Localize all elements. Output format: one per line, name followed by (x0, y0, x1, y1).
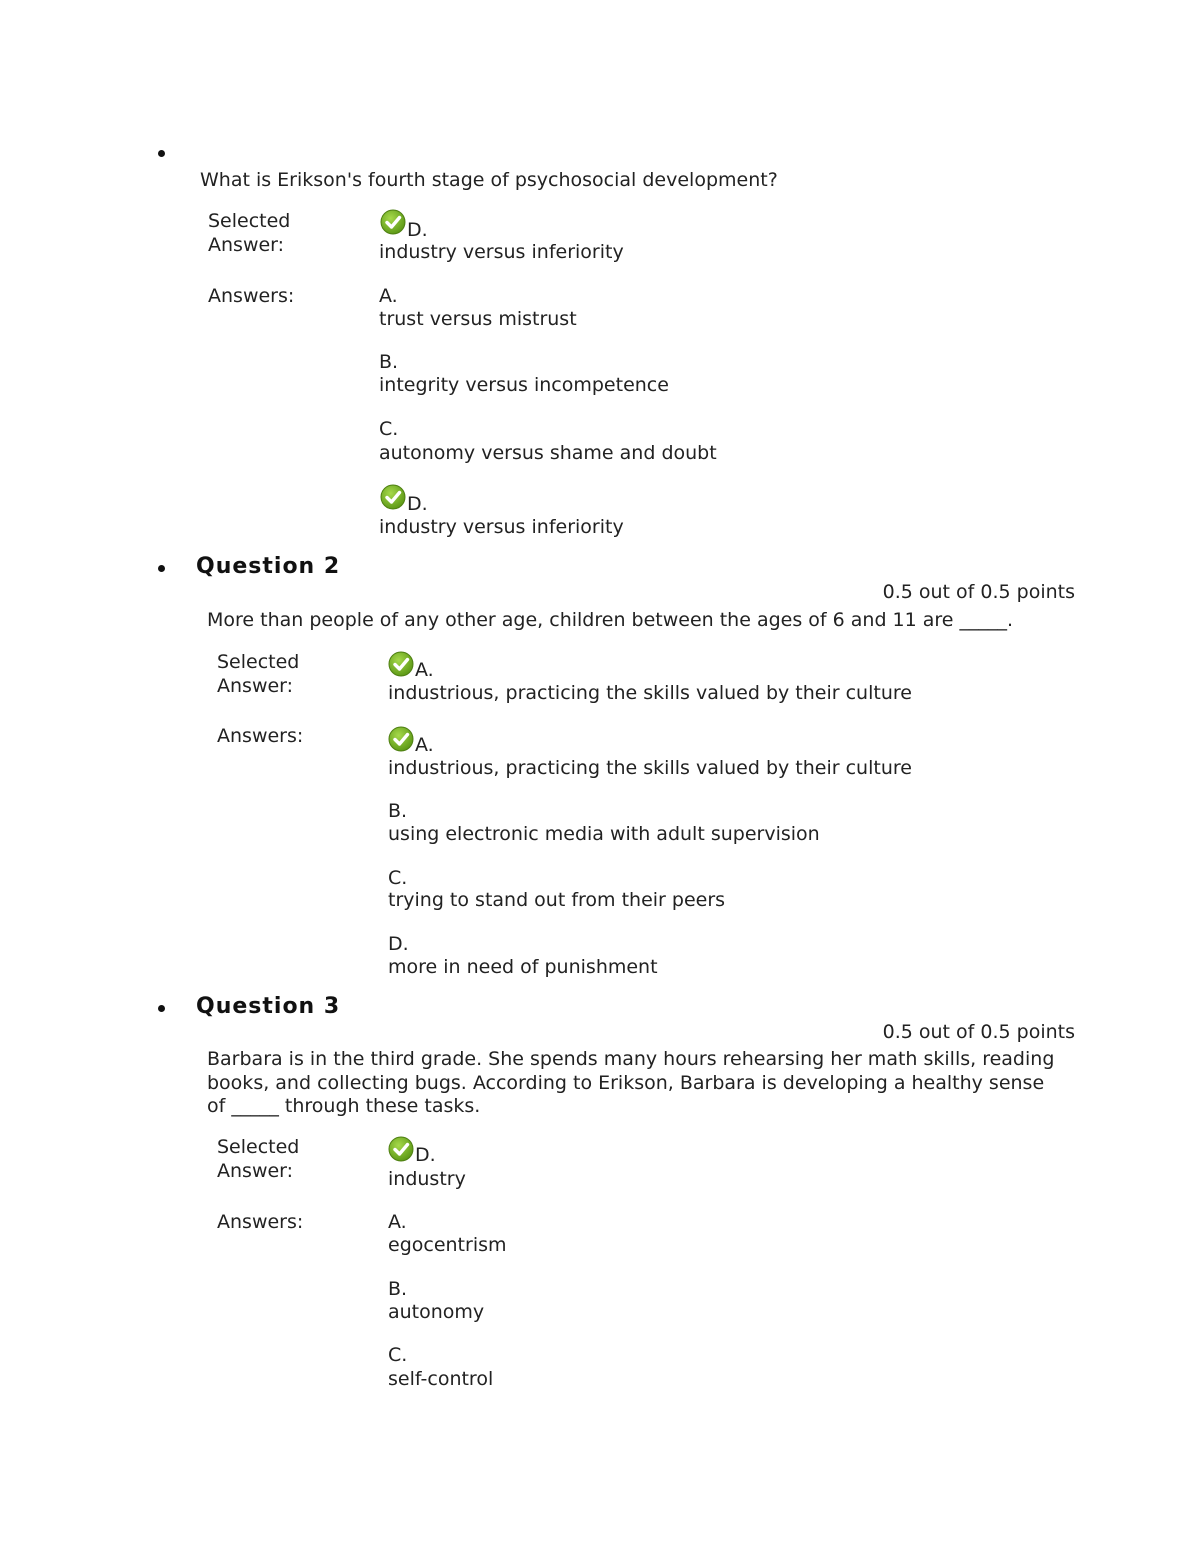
selected-answer-label-line1: Selected (217, 1136, 300, 1158)
selected-answer-label-line2: Answer: (217, 1160, 294, 1182)
answer-option-text: trust versus mistrust (379, 308, 577, 330)
selected-answer-text: industrious, practicing the skills valued by their culture (388, 682, 912, 704)
answer-option-letter: D. (388, 933, 409, 955)
selected-answer-label-line1: Selected (217, 651, 300, 673)
answer-option-text: integrity versus incompetence (379, 374, 669, 396)
answer-option-letter: B. (379, 351, 399, 373)
answer-option-text: egocentrism (388, 1234, 507, 1256)
correct-check-icon (380, 484, 406, 510)
answer-option-letter: C. (379, 418, 399, 440)
answer-option-text: trying to stand out from their peers (388, 889, 726, 911)
answer-option-text: autonomy versus shame and doubt (379, 442, 717, 464)
selected-answer-text: industry (388, 1168, 466, 1190)
answer-option-letter: C. (388, 867, 408, 889)
correct-check-icon (388, 651, 414, 677)
answer-option-text: using electronic media with adult supervision (388, 823, 820, 845)
question-2-text: More than people of any other age, children between the ages of 6 and 11 are _____. (207, 609, 1014, 631)
question-3-points: 0.5 out of 0.5 points (882, 1021, 1075, 1043)
answer-option-text: industry versus inferiority (379, 516, 624, 538)
question-3-title: Question 3 (196, 994, 341, 1019)
selected-answer-letter: D. (407, 219, 428, 241)
question-3-text-line: books, and collecting bugs. According to Erikson, Barbara is developing a healthy sense (207, 1072, 1045, 1094)
correct-check-icon (380, 209, 406, 235)
answer-option-letter: A. (415, 734, 434, 756)
answer-option-text: self-control (388, 1368, 494, 1390)
question-2-points: 0.5 out of 0.5 points (882, 581, 1075, 603)
answer-option-letter: C. (388, 1344, 408, 1366)
answer-option-text: more in need of punishment (388, 956, 658, 978)
answer-option-letter: B. (388, 1278, 408, 1300)
list-bullet (158, 150, 165, 157)
selected-answer-label-line2: Answer: (217, 675, 294, 697)
selected-answer-letter: D. (415, 1144, 436, 1166)
answers-label: Answers: (217, 725, 304, 747)
correct-check-icon (388, 726, 414, 752)
question-2-title: Question 2 (196, 554, 341, 579)
question-3-text-line: of _____ through these tasks. (207, 1095, 481, 1117)
selected-answer-letter: A. (415, 659, 434, 681)
question-3-text-line: Barbara is in the third grade. She spends many hours rehearsing her math skills, reading (207, 1048, 1055, 1070)
question-1-text: What is Erikson's fourth stage of psychosocial development? (200, 169, 778, 191)
answer-option-letter: A. (379, 285, 398, 307)
list-bullet (158, 565, 165, 572)
answers-label: Answers: (208, 285, 295, 307)
answers-label: Answers: (217, 1211, 304, 1233)
correct-check-icon (388, 1136, 414, 1162)
answer-option-text: industrious, practicing the skills valued by their culture (388, 757, 912, 779)
list-bullet (158, 1005, 165, 1012)
selected-answer-label-line2: Answer: (208, 234, 285, 256)
answer-option-letter: A. (388, 1211, 407, 1233)
answer-option-text: autonomy (388, 1301, 485, 1323)
selected-answer-text: industry versus inferiority (379, 241, 624, 263)
answer-option-letter: D. (407, 493, 428, 515)
selected-answer-label-line1: Selected (208, 210, 291, 232)
answer-option-letter: B. (388, 800, 408, 822)
